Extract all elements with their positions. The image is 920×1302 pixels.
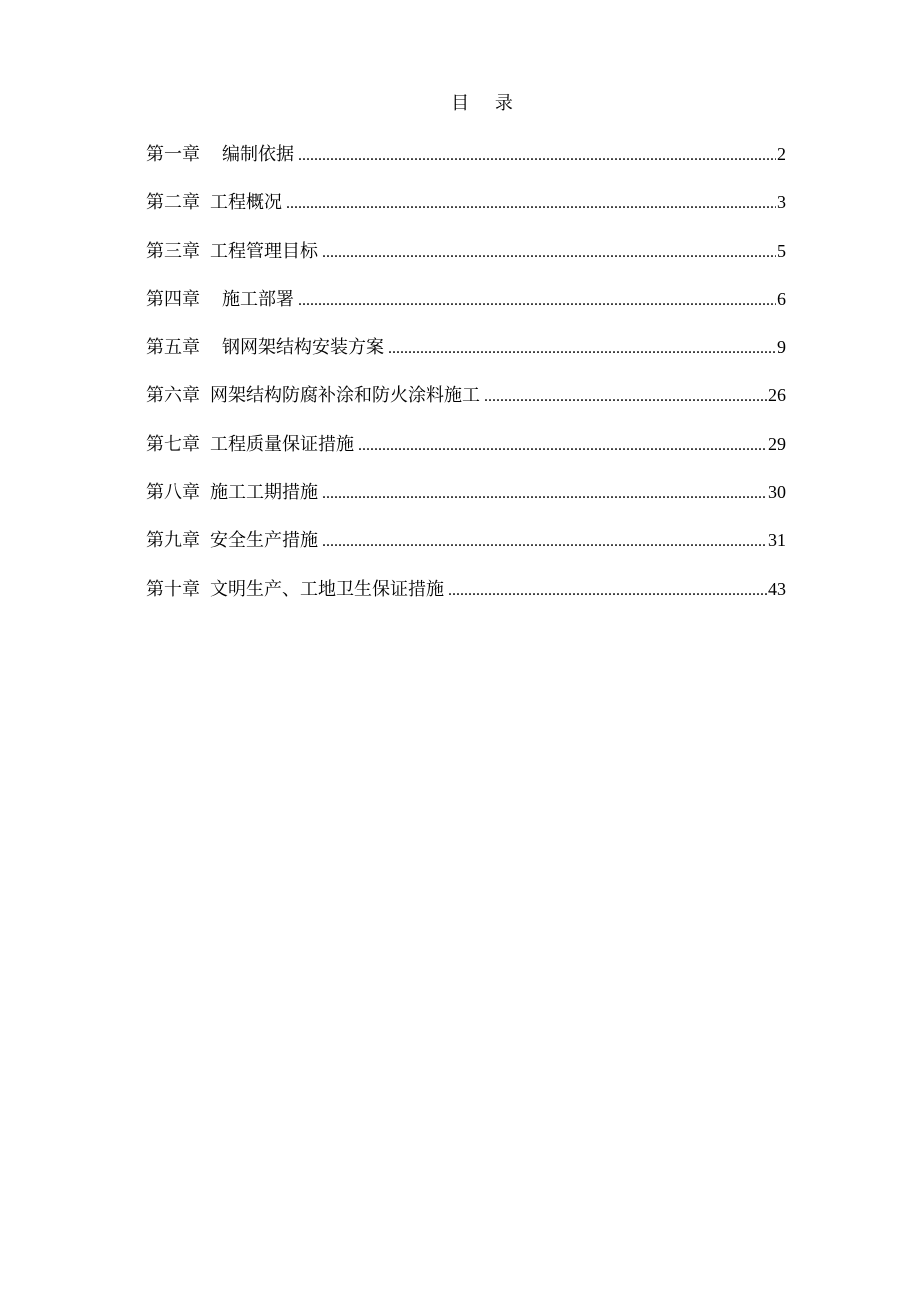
toc-dot-leader xyxy=(484,383,767,411)
toc-chapter-number: 第五章 xyxy=(146,337,200,359)
toc-chapter-number: 第十章 xyxy=(146,578,200,600)
toc-chapter-number: 第九章 xyxy=(146,530,200,552)
toc-chapter-title: 工程概况 xyxy=(210,192,282,214)
toc-entry[interactable] xyxy=(146,333,786,381)
toc-page-number: 5 xyxy=(777,240,786,261)
toc-chapter-title: 文明生产、工地卫生保证措施 xyxy=(210,578,444,600)
toc-dot-leader xyxy=(358,432,767,460)
toc-page-number: 3 xyxy=(777,192,786,213)
toc-dot-leader xyxy=(298,287,776,315)
toc-chapter-number: 第七章 xyxy=(146,433,200,455)
toc-dot-leader xyxy=(322,239,776,267)
toc-entry[interactable] xyxy=(146,478,786,526)
toc-entry[interactable] xyxy=(146,188,786,236)
toc-entry[interactable] xyxy=(146,575,786,623)
toc-chapter-number: 第二章 xyxy=(146,192,200,214)
toc-chapter-number: 第六章 xyxy=(146,385,200,407)
toc-page-number: 6 xyxy=(777,288,786,309)
toc-dot-leader xyxy=(298,142,776,170)
toc-dot-leader xyxy=(322,480,767,508)
toc-chapter-number: 第四章 xyxy=(146,288,200,310)
toc-chapter-title: 编制依据 xyxy=(222,144,294,165)
toc-list xyxy=(146,140,786,623)
toc-chapter-number: 第三章 xyxy=(146,240,200,262)
toc-chapter-title: 施工部署 xyxy=(222,288,294,310)
toc-chapter-number: 第八章 xyxy=(146,482,200,504)
toc-chapter-number: 第一章 xyxy=(146,144,200,165)
toc-page-number: 29 xyxy=(768,433,786,454)
toc-page-number: 31 xyxy=(768,530,786,551)
toc-chapter-title: 工程管理目标 xyxy=(210,240,318,262)
toc-page-number: 9 xyxy=(777,337,786,358)
toc-entry[interactable] xyxy=(146,381,786,429)
toc-chapter-title: 钢网架结构安装方案 xyxy=(222,337,384,359)
toc-dot-leader xyxy=(322,528,767,556)
toc-entry[interactable] xyxy=(146,285,786,333)
toc-page-number: 26 xyxy=(768,385,786,406)
toc-dot-leader xyxy=(388,335,776,363)
toc-page-number: 43 xyxy=(768,578,786,599)
toc-entry[interactable] xyxy=(146,430,786,478)
toc-chapter-title: 工程质量保证措施 xyxy=(210,433,354,455)
toc-entry[interactable] xyxy=(146,140,786,188)
toc-dot-leader xyxy=(286,190,776,218)
toc-entry[interactable] xyxy=(146,526,786,574)
toc-dot-leader xyxy=(448,577,767,605)
toc-page-number: 30 xyxy=(768,482,786,503)
toc-chapter-title: 施工工期措施 xyxy=(210,482,318,504)
toc-title: 目 录 xyxy=(451,93,523,114)
toc-chapter-title: 安全生产措施 xyxy=(210,530,318,552)
toc-chapter-title: 网架结构防腐补涂和防火涂料施工 xyxy=(210,385,480,407)
toc-entry[interactable] xyxy=(146,237,786,285)
toc-page-number: 2 xyxy=(777,144,786,164)
